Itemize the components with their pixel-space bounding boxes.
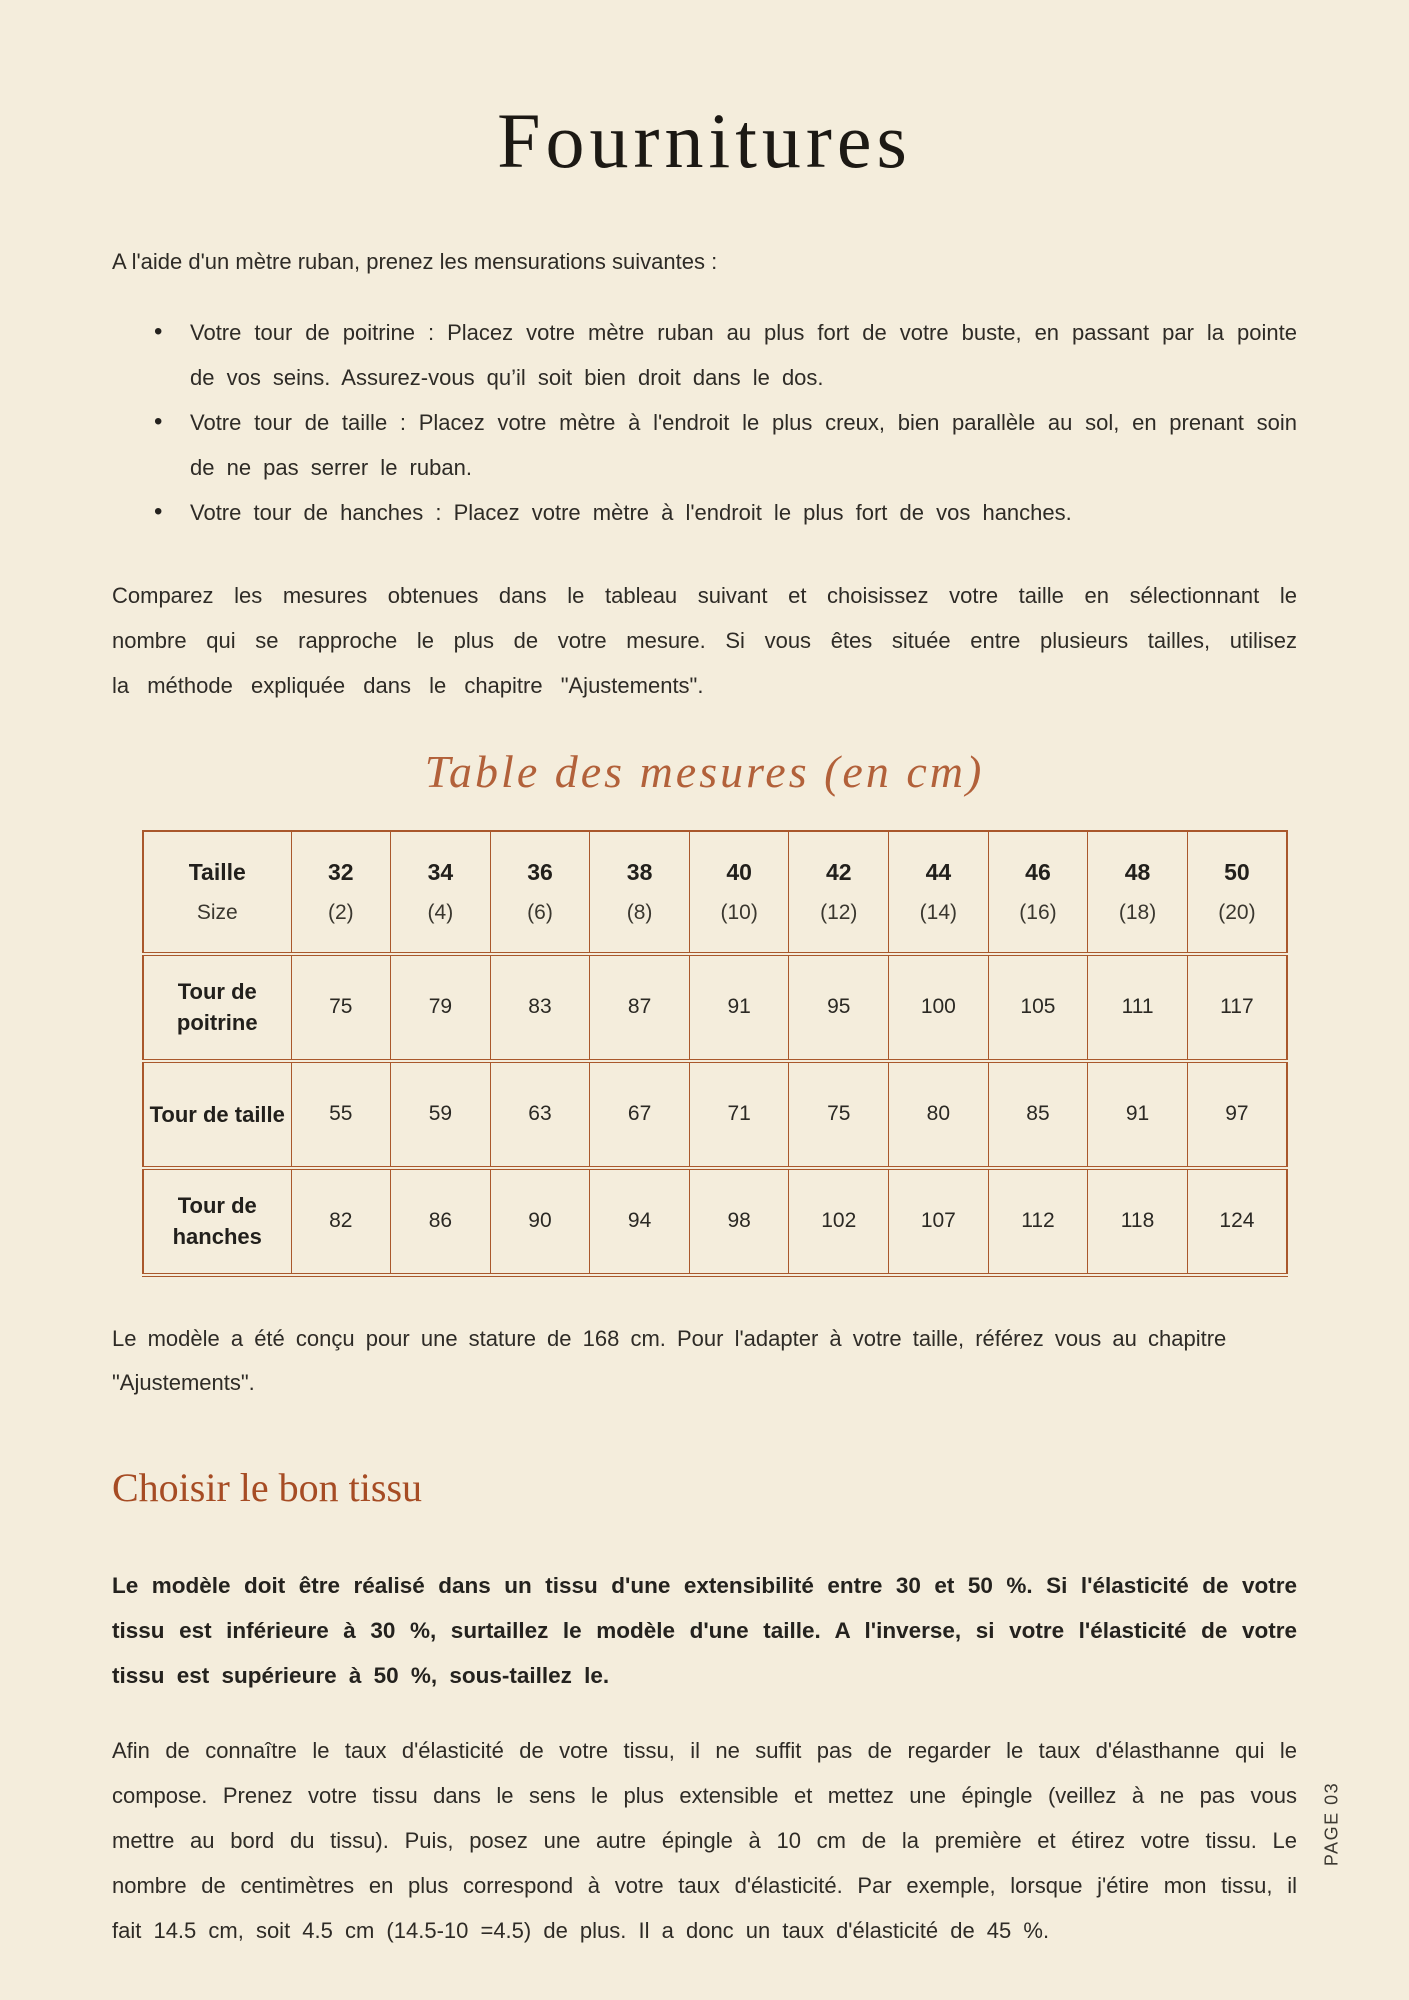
size-us: (20) [1218,900,1256,924]
table-row-hanches [143,1168,1287,1275]
size-us: (2) [327,900,354,924]
corner-label-en: Size [196,900,238,924]
measure-cell: 79 [391,954,491,1061]
measure-cell: 59 [391,1061,491,1168]
measure-cell: 87 [590,954,690,1061]
measures-table [142,830,1288,1277]
bullet-icon: • [154,497,163,525]
measurement-list [112,310,1297,535]
table-header-row [143,831,1287,954]
size-eu: 42 [825,858,852,885]
size-us: (8) [626,900,653,924]
measure-cell: 95 [789,954,889,1061]
measure-cell: 63 [490,1061,590,1168]
measure-cell: 94 [590,1168,690,1275]
compare-paragraph: Comparez les mesures obtenues dans le tableau suivant et choisissez votre taille en sélectionnant le nombre qui se rapproche le plus de votre mesure. Si vous êtes située entre plusieurs tailles, utilisez la méthode expliquée dans le chapitre "Ajustements". [112,582,1297,698]
size-eu: 44 [925,858,952,885]
size-us: (4) [427,900,454,924]
size-column-header [689,831,789,954]
elasticity-guideline: Le modèle doit être réalisé dans un tissu d'une extensibilité entre 30 et 50 %. Si l'élasticité de votre tissu est inférieure à 30 %, surtaillez le modèle d'une taille. A l'inverse, si votre l'élasticité de votre tissu est supérieure à 50 %, sous-taillez le. [112,1572,1297,1688]
measure-cell: 117 [1187,954,1287,1061]
measure-cell: 75 [789,1061,889,1168]
size-eu: 34 [427,858,454,885]
size-eu: 32 [328,858,354,885]
measure-cell: 111 [1088,954,1188,1061]
measure-cell: 83 [490,954,590,1061]
size-column-header [1187,831,1287,954]
size-eu: 38 [626,858,653,885]
size-us: (6) [527,900,553,924]
size-eu: 46 [1025,858,1051,885]
measure-cell: 124 [1187,1168,1287,1275]
size-column-header [889,831,989,954]
page-number: PAGE 03 [1321,1781,1342,1867]
list-item-taille [154,400,1297,490]
measures-table-wrap [142,830,1297,1277]
measure-cell: 82 [291,1168,391,1275]
size-column-header [391,831,491,954]
page-title: Fournitures [497,97,912,184]
measure-cell: 102 [789,1168,889,1275]
measure-cell: 107 [889,1168,989,1275]
list-item-text: Votre tour de hanches : Placez votre mètre à l'endroit le plus fort de vos hanches. [190,499,1072,525]
bullet-icon: • [154,407,163,435]
size-column-header [590,831,690,954]
measure-cell: 86 [391,1168,491,1275]
intro-text: A l'aide d'un mètre ruban, prenez les mensurations suivantes : [112,248,718,274]
section-heading-tissu: Choisir le bon tissu [112,1464,423,1510]
size-us: (12) [820,900,858,924]
measure-cell: 91 [689,954,789,1061]
size-column-header [988,831,1088,954]
size-eu: 40 [726,858,752,885]
measure-cell: 71 [689,1061,789,1168]
measure-cell: 118 [1088,1168,1188,1275]
measure-cell: 85 [988,1061,1088,1168]
measure-cell: 98 [689,1168,789,1275]
size-us: (18) [1118,900,1157,924]
stature-note: Le modèle a été conçu pour une stature de 168 cm. Pour l'adapter à votre taille, référez vous au chapitre "Ajustements". [112,1325,1227,1395]
size-us: (10) [720,900,758,924]
corner-cell [143,831,291,954]
size-column-header [291,831,391,954]
size-us: (16) [1019,900,1057,924]
measure-cell: 105 [988,954,1088,1061]
size-column-header [789,831,889,954]
table-row-poitrine [143,954,1287,1061]
size-eu: 48 [1124,858,1151,885]
list-item-poitrine [154,310,1297,400]
measure-cell: 91 [1088,1061,1188,1168]
row-label: Tour de poitrine [143,954,291,1061]
size-eu: 36 [527,858,553,885]
measure-cell: 75 [291,954,391,1061]
corner-label-fr: Taille [188,858,246,885]
size-column-header [490,831,590,954]
measure-cell: 90 [490,1168,590,1275]
bullet-icon: • [154,317,163,345]
list-item-hanches [154,490,1297,535]
measures-heading: Table des mesures (en cm) [424,745,985,797]
measure-cell: 80 [889,1061,989,1168]
elasticity-method: Afin de connaître le taux d'élasticité de votre tissu, il ne suffit pas de regarder le taux d'élasthanne qui le compose. Prenez votre tissu dans le sens le plus extensible et mettez une épingle (veillez à ne pas vous mettre au bord du tissu). Puis, posez une autre épingle à 10 cm de la première et étirez votre tissu. Le nombre de centimètres en plus correspond à votre taux d'élasticité. Par exemple, lorsque j'étire mon tissu, il fait 14.5 cm, soit 4.5 cm (14.5-10 =4.5) de plus. Il a donc un taux d'élasticité de 45 %. [112,1737,1297,1943]
measure-cell: 112 [988,1168,1088,1275]
size-column-header [1088,831,1188,954]
measure-cell: 100 [889,954,989,1061]
row-label: Tour de taille [143,1061,291,1168]
measure-cell: 55 [291,1061,391,1168]
size-eu: 50 [1224,858,1250,885]
table-row-taille [143,1061,1287,1168]
row-label: Tour de hanches [143,1168,291,1275]
measure-cell: 97 [1187,1061,1287,1168]
measure-cell: 67 [590,1061,690,1168]
list-item-text: Votre tour de poitrine : Placez votre mètre ruban au plus fort de votre buste, en passant par la pointe de vos seins. Assurez-vous qu’il soit bien droit dans le dos. [190,319,1297,390]
size-us: (14) [919,900,958,924]
list-item-text: Votre tour de taille : Placez votre mètre à l'endroit le plus creux, bien parallèle au sol, en prenant soin de ne pas serrer le ruban. [190,409,1297,480]
